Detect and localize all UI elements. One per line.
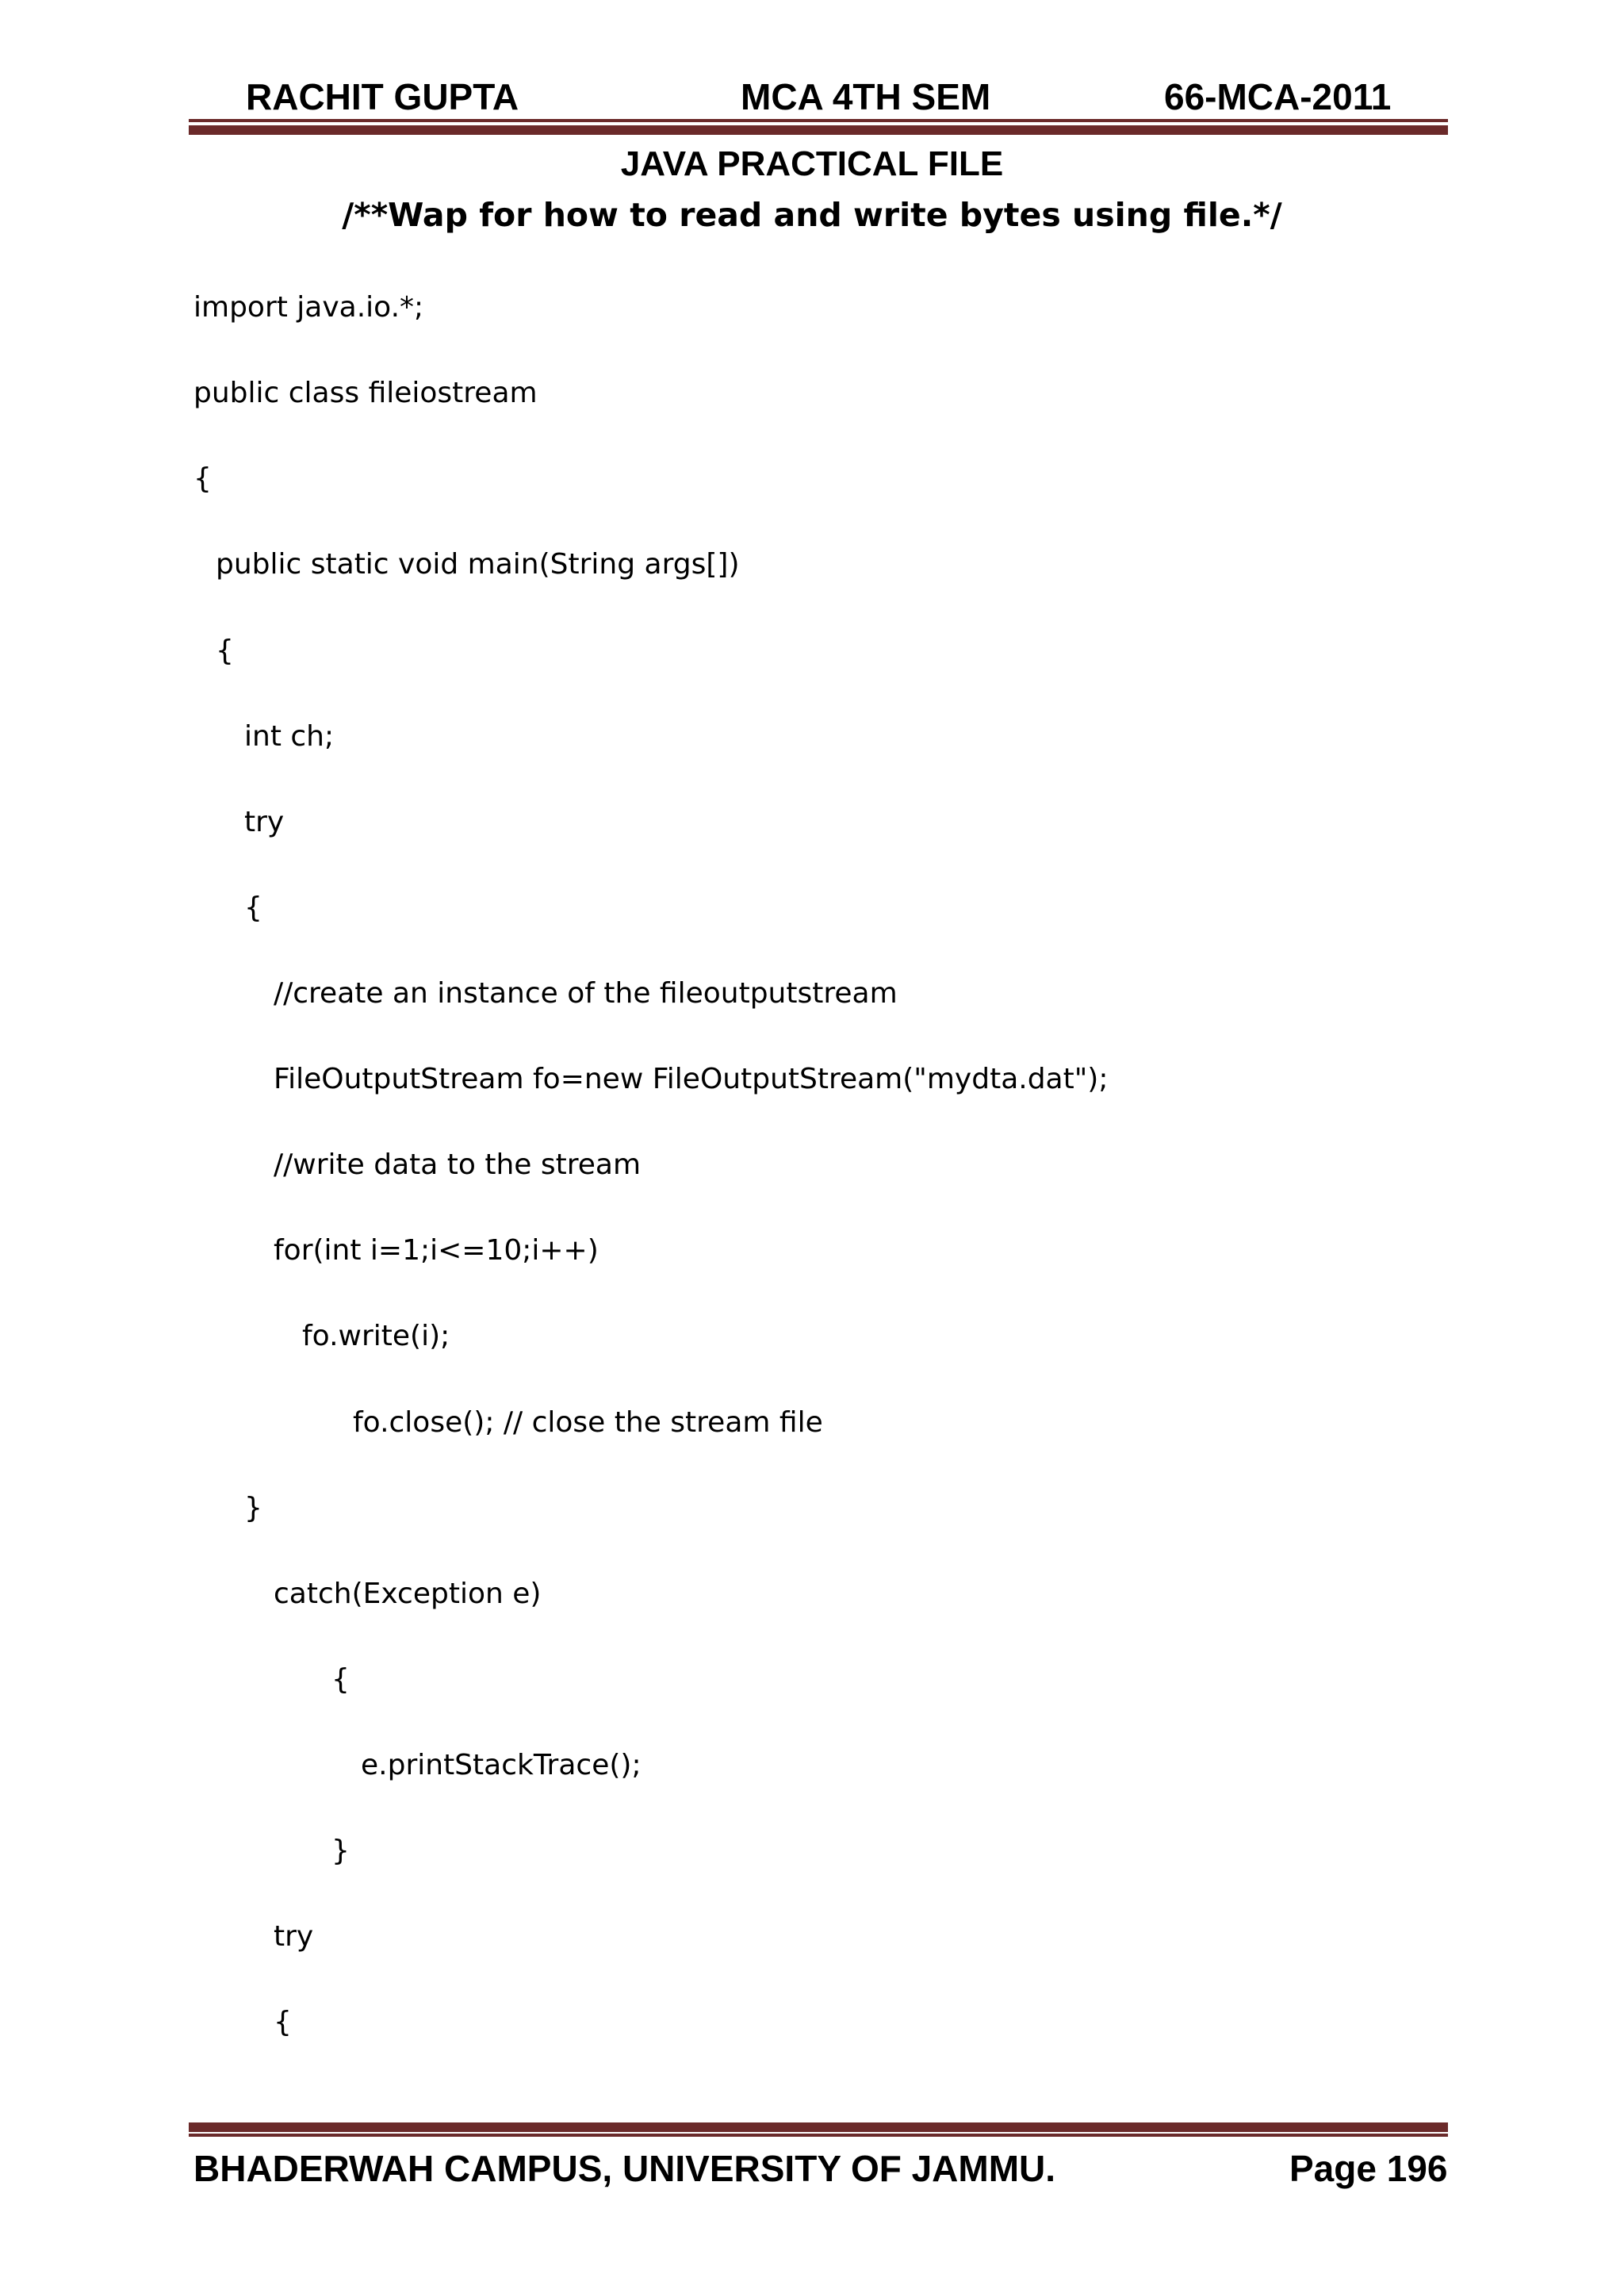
footer-institution: BHADERWAH CAMPUS, UNIVERSITY OF JAMMU.: [193, 2148, 1056, 2189]
code-line: {: [216, 635, 234, 667]
code-line: FileOutputStream fo=new FileOutputStream("mydta.dat");: [274, 1063, 1109, 1095]
code-line: try: [244, 806, 285, 838]
page-subtitle: /**Wap for how to read and write bytes using file.*/: [342, 196, 1282, 234]
code-line: //write data to the stream: [274, 1148, 642, 1181]
code-line: fo.write(i);: [302, 1320, 450, 1352]
header-name: RACHIT GUPTA: [246, 76, 519, 117]
code-line: }: [331, 1835, 350, 1867]
code-line: fo.close(); // close the stream file: [353, 1406, 823, 1439]
header-roll: 66-MCA-2011: [1164, 76, 1392, 117]
code-line: for(int i=1;i<=10;i++): [274, 1234, 599, 1267]
code-line: {: [331, 1663, 350, 1696]
code-line: public static void main(String args[]): [216, 548, 740, 581]
code-line: public class fileiostream: [193, 377, 538, 409]
page-title: JAVA PRACTICAL FILE: [620, 144, 1004, 183]
code-line: e.printStackTrace();: [361, 1749, 642, 1781]
code-line: {: [193, 462, 212, 495]
code-line: {: [244, 892, 262, 924]
code-line: //create an instance of the fileoutputstream: [274, 977, 898, 1010]
header-course: MCA 4TH SEM: [741, 76, 991, 117]
code-line: try: [274, 1920, 314, 1953]
code-line: catch(Exception e): [274, 1578, 542, 1610]
code-line: import java.io.*;: [193, 291, 424, 324]
footer-page-number: Page 196: [1289, 2148, 1448, 2189]
code-line: }: [244, 1492, 262, 1524]
header-rule-thick: [189, 125, 1448, 135]
code-line: int ch;: [244, 720, 335, 753]
header-rule-thin: [189, 119, 1448, 122]
footer-rule-thick: [189, 2122, 1448, 2132]
footer-rule-thin: [189, 2134, 1448, 2137]
code-line: {: [274, 2006, 292, 2038]
